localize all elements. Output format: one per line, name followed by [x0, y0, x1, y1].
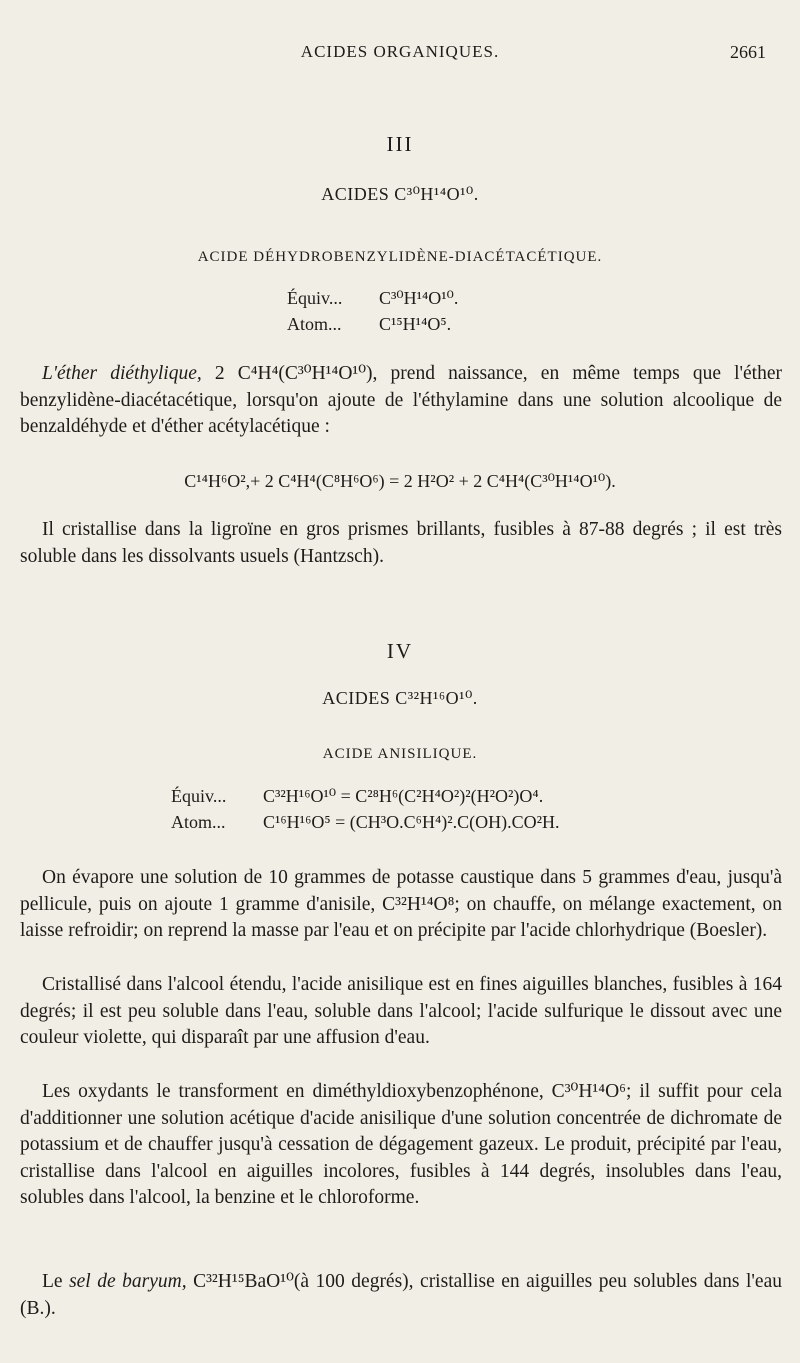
running-title: ACIDES ORGANIQUES.	[300, 42, 500, 61]
paragraph-4-4-text: C³²H¹⁵BaO¹⁰(à 100 degrés), cristallise en aiguilles peu solubles dans l'eau (B.).	[20, 1271, 782, 1319]
equiv-formula-4: C³²H¹⁶O¹⁰ = C²⁸H⁶(C²H⁴O²)²(H²O²)O⁴.	[263, 786, 544, 806]
section-title-3: ACIDES C³⁰H¹⁴O¹⁰.	[321, 184, 479, 204]
equivalence-table-3	[287, 288, 458, 340]
page-number: 2661	[730, 42, 766, 62]
paragraph-3-2: Il cristallise dans la ligroïne en gros prismes brillants, fusibles à 87-88 degrés ; il est très soluble dans les dissolvants usuels (Hantzsch).	[20, 519, 782, 567]
atom-formula-3: C¹⁵H¹⁴O⁵.	[379, 314, 452, 334]
equiv-formula-3: C³⁰H¹⁴O¹⁰.	[379, 288, 459, 308]
paragraph-4-3: Les oxydants le transforment en diméthyldioxybenzophénone, C³⁰H¹⁴O⁶; il suffit pour cela d'additionner une solution acétique d'acide anisilique d'une solution concentrée de dichromate de potassium et de chauffer jusqu'à cessation de dégagement gazeux. Le produit, précipité par l'eau, cristallise dans l'alcool en aiguilles incolores, fusibles à 144 degrés, insolubles dans l'eau, solubles dans l'alcool, la benzine et le chloroforme.	[20, 1081, 782, 1208]
paragraph-3-1-text: 2 C⁴H⁴(C³⁰H¹⁴O¹⁰), prend naissance, en même temps que l'éther benzylidène-diacétacétique, lorsqu'on ajoute de l'éthylamine dans une solution alcoolique de benzaldéhyde et d'éther acétylacétique :	[20, 363, 783, 437]
section-number-4: IV	[386, 639, 414, 663]
section-title-4: ACIDES C³²H¹⁶O¹⁰.	[322, 688, 478, 708]
equiv-label-4: Équiv...	[171, 786, 227, 806]
equivalence-table-4	[171, 786, 560, 838]
paragraph-4-2: Cristallisé dans l'alcool étendu, l'acide anisilique est en fines aiguilles blanches, fusibles à 164 degrés; il est peu soluble dans l'eau, soluble dans l'alcool; l'acide sulfurique le dissout avec une couleur violette, qui disparaît par une affusion d'eau.	[20, 974, 782, 1048]
atom-label-4: Atom...	[171, 812, 226, 832]
compound-title-4: ACIDE ANISILIQUE.	[322, 746, 478, 762]
paragraph-4-4-lead: Le	[42, 1271, 70, 1292]
page-header	[0, 42, 800, 66]
barium-salt-term: sel de baryum,	[69, 1271, 187, 1292]
paragraph-4-1: On évapore une solution de 10 grammes de potasse caustique dans 5 grammes d'eau, jusqu'à pellicule, puis on ajoute 1 gramme d'anisile, C³²H¹⁴O⁸; on chauffe, on mélange exactement, on laisse refroidir; on reprend la masse par l'eau et on précipite par l'acide chlorhydrique (Boesler).	[20, 867, 782, 941]
equiv-label-3: Équiv...	[287, 288, 343, 308]
paragraph-3-1	[20, 361, 782, 441]
atom-label-3: Atom...	[287, 314, 342, 334]
section-number-3: III	[386, 132, 414, 156]
ether-term: L'éther diéthylique,	[42, 363, 202, 384]
reaction-equation: C¹⁴H⁶O²,+ 2 C⁴H⁴(C⁸H⁶O⁶) = 2 H²O² + 2 C⁴H⁴(C³⁰H¹⁴O¹⁰).	[184, 471, 616, 491]
paragraph-4-4	[20, 1269, 782, 1322]
atom-formula-4: C¹⁶H¹⁶O⁵ = (CH³O.C⁶H⁴)².C(OH).CO²H.	[263, 812, 560, 832]
compound-title-3: ACIDE DÉHYDROBENZYLIDÈNE-DIACÉTACÉTIQUE.	[197, 249, 603, 265]
